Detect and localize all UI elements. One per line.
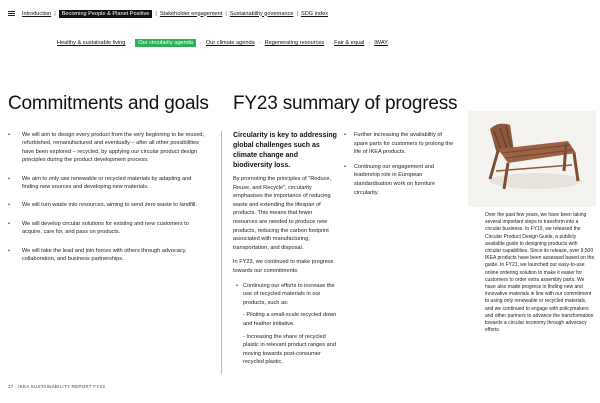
progress-body <box>233 175 337 371</box>
commitments-list <box>8 131 208 273</box>
nav-separator: | <box>296 10 298 17</box>
progress-bullet: • Further increasing the availability of spare parts for customers to prolong the life of IKEA products. <box>344 131 456 157</box>
progress-subitem: - Piloting a small-scale recycled down and feather initiative. <box>243 312 337 327</box>
progress-bullet: • Continuing our efforts to increase the use of recycled materials in our products, such as: <box>233 282 337 308</box>
subnav-separator: · <box>258 40 261 46</box>
commitment-item: • We aim to only use renewable or recycled materials by adapting and finding new sources and developing new materials. <box>8 175 208 192</box>
progress-bullets <box>233 282 337 308</box>
subnav-climate-agenda[interactable]: Our climate agenda <box>205 40 255 46</box>
subnav-circularity-agenda[interactable]: Our circularity agenda <box>135 39 196 47</box>
commitment-item: • We will take the lead and join forces with others through advocacy, collaboration, and business partnerships. <box>8 247 208 264</box>
progress-heading: FY23 summary of progress <box>233 93 458 114</box>
nav-introduction[interactable]: Introduction <box>22 10 52 17</box>
subnav-separator: · <box>328 40 331 46</box>
commitment-item: • We will turn waste into resources, aiming to send zero waste to landfill. <box>8 201 208 209</box>
column-divider <box>221 131 222 374</box>
progress-subitem: - Increasing the share of recycled plastic in relevant product ranges and moving towards post-consumer recycled plastic. <box>243 333 336 366</box>
progress-lead: Circularity is key to addressing global challenges such as climate change and biodiversity loss. <box>233 132 337 169</box>
nav-separator: | <box>225 10 227 17</box>
subnav-healthy-living[interactable]: Healthy & sustainable living <box>57 40 126 46</box>
menu-icon[interactable] <box>8 11 15 16</box>
nav-sdg-index[interactable]: SDG index <box>301 10 329 17</box>
subnav-separator: · <box>129 40 132 46</box>
top-navigation <box>8 8 328 19</box>
subnav-regenerating-resources[interactable]: Regenerating resources <box>264 40 325 46</box>
chair-photo <box>468 111 596 207</box>
sub-navigation <box>57 39 388 47</box>
subnav-separator: · <box>200 40 202 46</box>
progress-subitems <box>233 311 337 367</box>
progress-bullet: • Continuing our engagement and leadership role in European standardisation work on furniture circularity. <box>344 163 456 197</box>
progress-paragraph: In FY23, we continued to make progress towards our commitments: <box>233 259 334 274</box>
page-footer: 17 · IKEA SUSTAINABILITY REPORT FY23 <box>8 384 105 389</box>
nav-stakeholder-engagement[interactable]: Stakeholder engagement <box>159 10 223 17</box>
nav-sustainability-governance[interactable]: Sustainability governance <box>229 10 294 17</box>
nav-separator: | <box>155 10 157 17</box>
progress-paragraph: By promoting the principles of "Reduce, Reuse, and Recycle", circularity emphasises the importance of reducing waste and extending the lifespan of products. This means that fewer resources are needed to produce new products, reducing the carbon footprint associated with manufacturing, transportation, and disposal. <box>233 176 332 251</box>
nav-separator: | <box>54 10 56 17</box>
nav-becoming-people-planet-positive[interactable]: Becoming People & Planet Positive <box>59 10 153 18</box>
subnav-fair-equal[interactable]: Fair & equal <box>334 40 365 46</box>
wooden-chair-illustration <box>468 111 596 207</box>
commitment-item: • We will develop circular solutions for existing and new customers to acquire, care for, and pass on products. <box>8 220 208 237</box>
progress-right-bullets <box>344 131 456 203</box>
subnav-iway[interactable]: IWAY <box>374 40 388 46</box>
commitments-heading: Commitments and goals <box>8 93 209 114</box>
commitment-item: • We will aim to design every product from the very beginning to be reused, refurbished, remanufactured and eventually – after all other possibilities have been explored – recycled, by applying our circular product design principles during the product development process. <box>8 131 208 165</box>
photo-caption: Over the past few years, we have been taking several important steps to transform into a circular business. In FY19, we released the Circular Product Design Guide, a publicly available guide to designing products with circular capabilities. Since its release, over 9,500 IKEA products have been assessed based on the guide. In FY21, we launched our easy-to-use online ordering solution to make it easier for customers to order extra assembly parts. We have also made progress in finding new and innovative materials in line with our commitment to using only renewable or recycled materials, and we continued to engage with policymakers and other partners to advance the transformation towards a circular economy through advocacy efforts. <box>485 212 595 334</box>
subnav-separator: · <box>368 40 371 46</box>
